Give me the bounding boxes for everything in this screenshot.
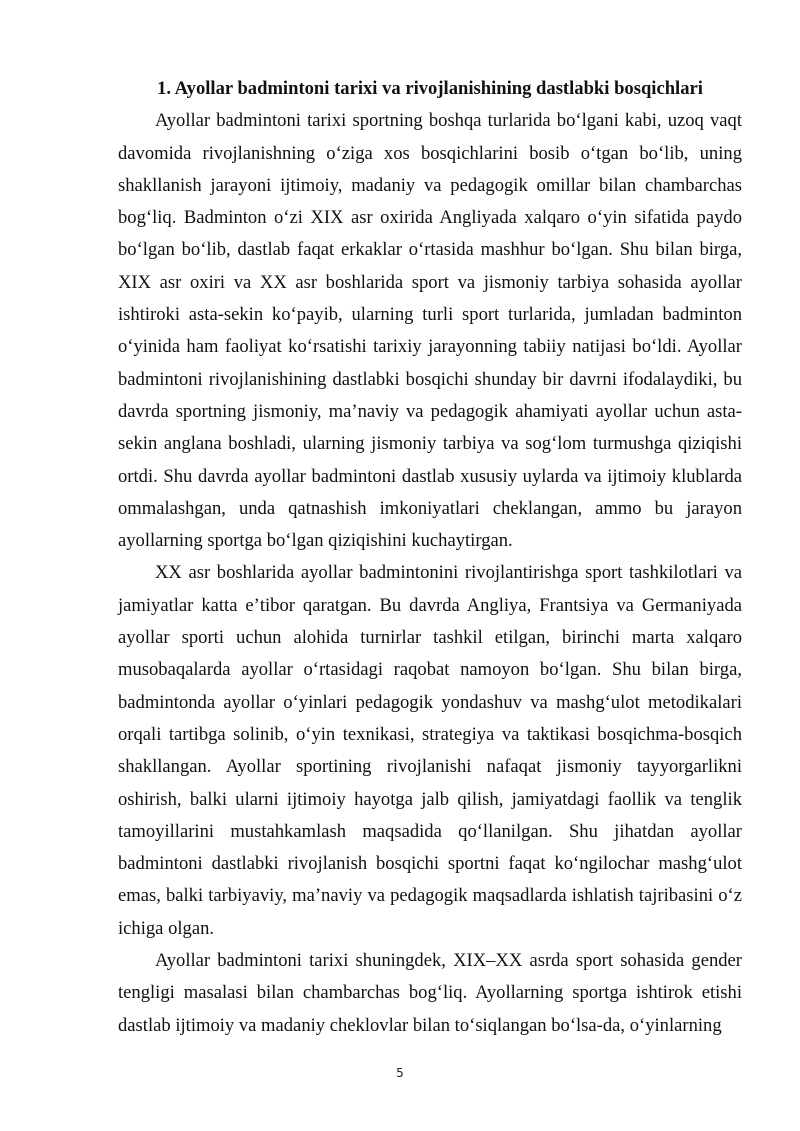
paragraph-2: XX asr boshlarida ayollar badmintonini rivojlantirishga sport tashkilotlari va jamiyatlar katta eʼtibor qaratgan. Bu davrda Angliya, Frantsiya va Germaniyada ayollar sporti uchun alohida turnirlar tashkil etilgan, birinchi marta xalqaro musobaqalarda ayollar oʻrtasidagi raqobat namoyon boʻlgan. Shu bilan birga, badmintonda ayollar oʻyinlari pedagogik yondashuv va mashgʻulot metodikalari orqali tartibga solinib, oʻyin texnikasi, strategiya va taktikasi bosqichma-bosqich shakllangan. Ayollar sportining rivojlanishi nafaqat jismoniy tayyorgarlikni oshirish, balki ularni ijtimoiy hayotga jalb qilish, jamiyatdagi faollik va tenglik tamoyillarini mustahkamlash maqsadida qoʻllanilgan. Shu jihatdan ayollar badmintoni dastlabki rivojlanish bosqichi sportni faqat koʻngilochar mashgʻulot emas, balki tarbiyaviy, maʼnaviy va pedagogik maqsadlarda ishlatish tajribasini oʻz ichiga olgan.: [118, 562, 742, 939]
page-body: [118, 73, 742, 1042]
paragraph-1: Ayollar badmintoni tarixi sportning boshqa turlarida boʻlgani kabi, uzoq vaqt davomida rivojlanishning oʻziga xos bosqichlarini bosib oʻtgan boʻlib, uning shakllanish jarayoni ijtimoiy, madaniy va pedagogik omillar bilan chambarchas bogʻliq. Badminton oʻzi XIX asr oxirida Angliyada xalqaro oʻyin sifatida paydo boʻlgan boʻlib, dastlab faqat erkaklar oʻrtasida mashhur boʻlgan. Shu bilan birga, XIX asr oxiri va XX asr boshlarida sport va jismoniy tarbiya sohasida ayollar ishtiroki asta-sekin koʻpayib, ularning turli sport turlarida, jumladan badminton oʻyinida ham faoliyat koʻrsatishi tarixiy jarayonning tabiiy natijasi boʻldi. Ayollar badmintoni rivojlanishining dastlabki bosqichi shunday bir davrni ifodalaydiki, bu davrda sportning jismoniy, maʼnaviy va pedagogik ahamiyati ayollar uchun asta-sekin anglana boshladi, ularning jismoniy tarbiya va sogʻlom turmushga qiziqishi ortdi. Shu davrda ayollar badmintoni dastlab xususiy uylarda va ijtimoiy klublarda ommalashgan, unda qatnashish imkoniyatlari cheklangan, ammo bu jarayon ayollarning sportga boʻlgan qiziqishini kuchaytirgan.: [118, 110, 742, 552]
section-heading: 1. Ayollar badmintoni tarixi va rivojlanishining dastlabki bosqichlari: [157, 78, 703, 99]
paragraph-3: Ayollar badmintoni tarixi shuningdek, XIX–XX asrda sport sohasida gender tengligi masalasi bilan chambarchas bogʻliq. Ayollarning sportga ishtirok etishi dastlab ijtimoiy va madaniy cheklovlar bilan toʻsiqlangan boʻlsa-da, oʻyinlarning: [118, 950, 742, 1036]
page-number: 5: [396, 1066, 404, 1080]
